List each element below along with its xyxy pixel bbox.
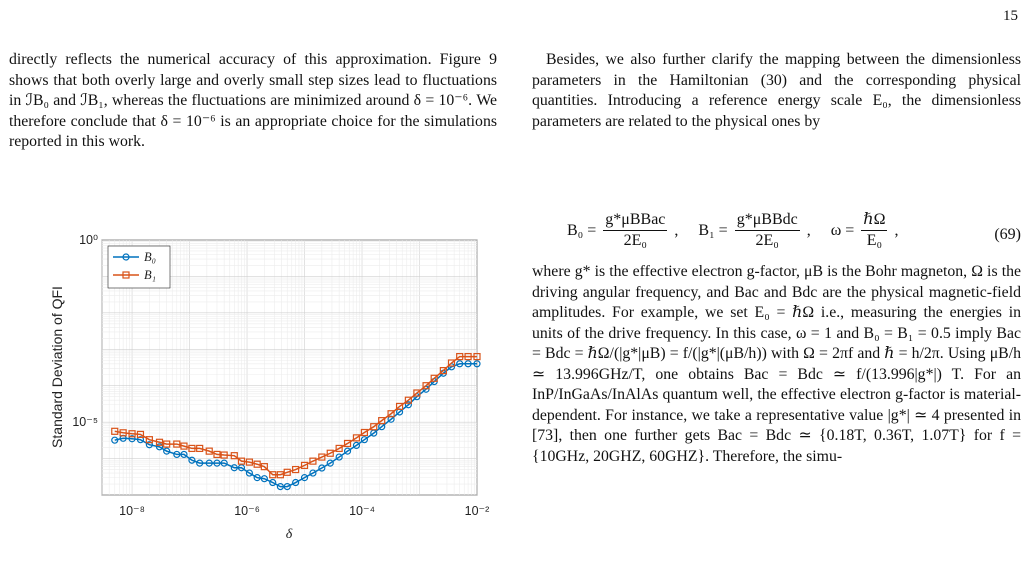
eq-lhs-b0: B₀ = bbox=[567, 221, 597, 239]
page-number: 15 bbox=[1003, 8, 1018, 24]
y-axis-label: Standard Deviation of QFI bbox=[49, 286, 65, 448]
equation-number: (69) bbox=[994, 226, 1021, 243]
eq-lhs-b1: B₁ = bbox=[698, 221, 728, 239]
right-column-intro bbox=[532, 50, 1021, 132]
x-tick-label: 10⁻⁸ bbox=[119, 504, 145, 518]
x-tick-label: 10⁻² bbox=[464, 504, 490, 518]
legend-box bbox=[108, 246, 170, 288]
legend-label-b1: B₁ bbox=[144, 268, 156, 282]
y-tick-label: 10⁻⁵ bbox=[72, 415, 98, 430]
equation-69: B₀ = $\frac{\text{g*μBBac}}{\text{2E₀}}$ , B₁ = $\frac{\text{g*μBBdc}}{\text{2E₀}}$ , ω = $\frac{\text{ℏΩ}}{\text{E₀}}$ , (69) bbox=[567, 211, 1021, 249]
x-tick-label: 10⁻⁴ bbox=[349, 504, 375, 518]
eq-frac-b1 bbox=[735, 210, 800, 251]
eq-frac-b0 bbox=[603, 210, 667, 251]
x-axis-label: δ bbox=[285, 527, 293, 542]
figure-9-chart bbox=[36, 225, 496, 545]
legend bbox=[108, 246, 170, 288]
eq-num-omega: ℏΩ bbox=[861, 210, 887, 231]
eq-den-omega: E₀ bbox=[866, 232, 883, 249]
eq-den-b1: 2E₀ bbox=[755, 232, 779, 249]
eq-num-b1: g*μBBdc bbox=[735, 210, 800, 231]
y-tick-label: 10⁰ bbox=[79, 233, 98, 247]
left-paragraph: directly reflects the numerical accuracy of this approximation. Figure 9 shows that both overly large and overly small step sizes lead to fluctuations in ℐB₀ and ℐB₁, whereas the fluctuations are minimized around δ = 10⁻⁶. We therefore conclude that δ = 10⁻⁶ is an appropriate choice for the simulations reported in this work. bbox=[9, 51, 497, 150]
legend-label-b0: B₀ bbox=[144, 250, 156, 264]
eq-den-b0: 2E₀ bbox=[623, 232, 648, 249]
eq-num-b0: g*μBBac bbox=[603, 210, 667, 231]
body-paragraph: where g* is the effective electron g-factor, μB is the Bohr magneton, Ω is the driving angular frequency, and Bac and Bdc are the physical magnetic-field amplitudes. For example, we set E₀ = ℏΩ i.e., measuring the energies in units of the drive frequency. In this case, ω = 1 and B₀ = B₁ = 0.5 imply Bac = Bdc = ℏΩ/(|g*|μB) = f/(|g*|(μB/h)) with Ω = 2πf and ℏ = h/2π. Using μB/h ≃ 13.996GHz/T, one obtains Bac = Bdc ≃ f/(13.996|g*|) T. For an InP/InGaAs/InAlAs quantum well, the effective electron g-factor is material-dependent. For instance, we take a representative value |g*| ≃ 4 presented in [73], then one further gets Bac = Bdc ≃ {0.18T, 0.36T, 1.07T} for f = {10GHz, 20GHZ, 60GHZ}. Therefore, the simu- bbox=[532, 263, 1021, 465]
right-column-body bbox=[532, 262, 1021, 467]
eq-frac-omega bbox=[861, 210, 887, 251]
qfi-chart-svg bbox=[36, 225, 496, 545]
intro-paragraph: Besides, we also further clarify the mapping between the dimensionless parameters in the Hamiltonian (30) and the corresponding physical quantities. Introducing a reference energy scale E₀, the dimensionless parameters are related to the physical ones by bbox=[532, 51, 1021, 130]
left-column bbox=[9, 50, 497, 153]
x-tick-label: 10⁻⁶ bbox=[234, 504, 260, 518]
eq-lhs-omega: ω = bbox=[830, 221, 855, 239]
